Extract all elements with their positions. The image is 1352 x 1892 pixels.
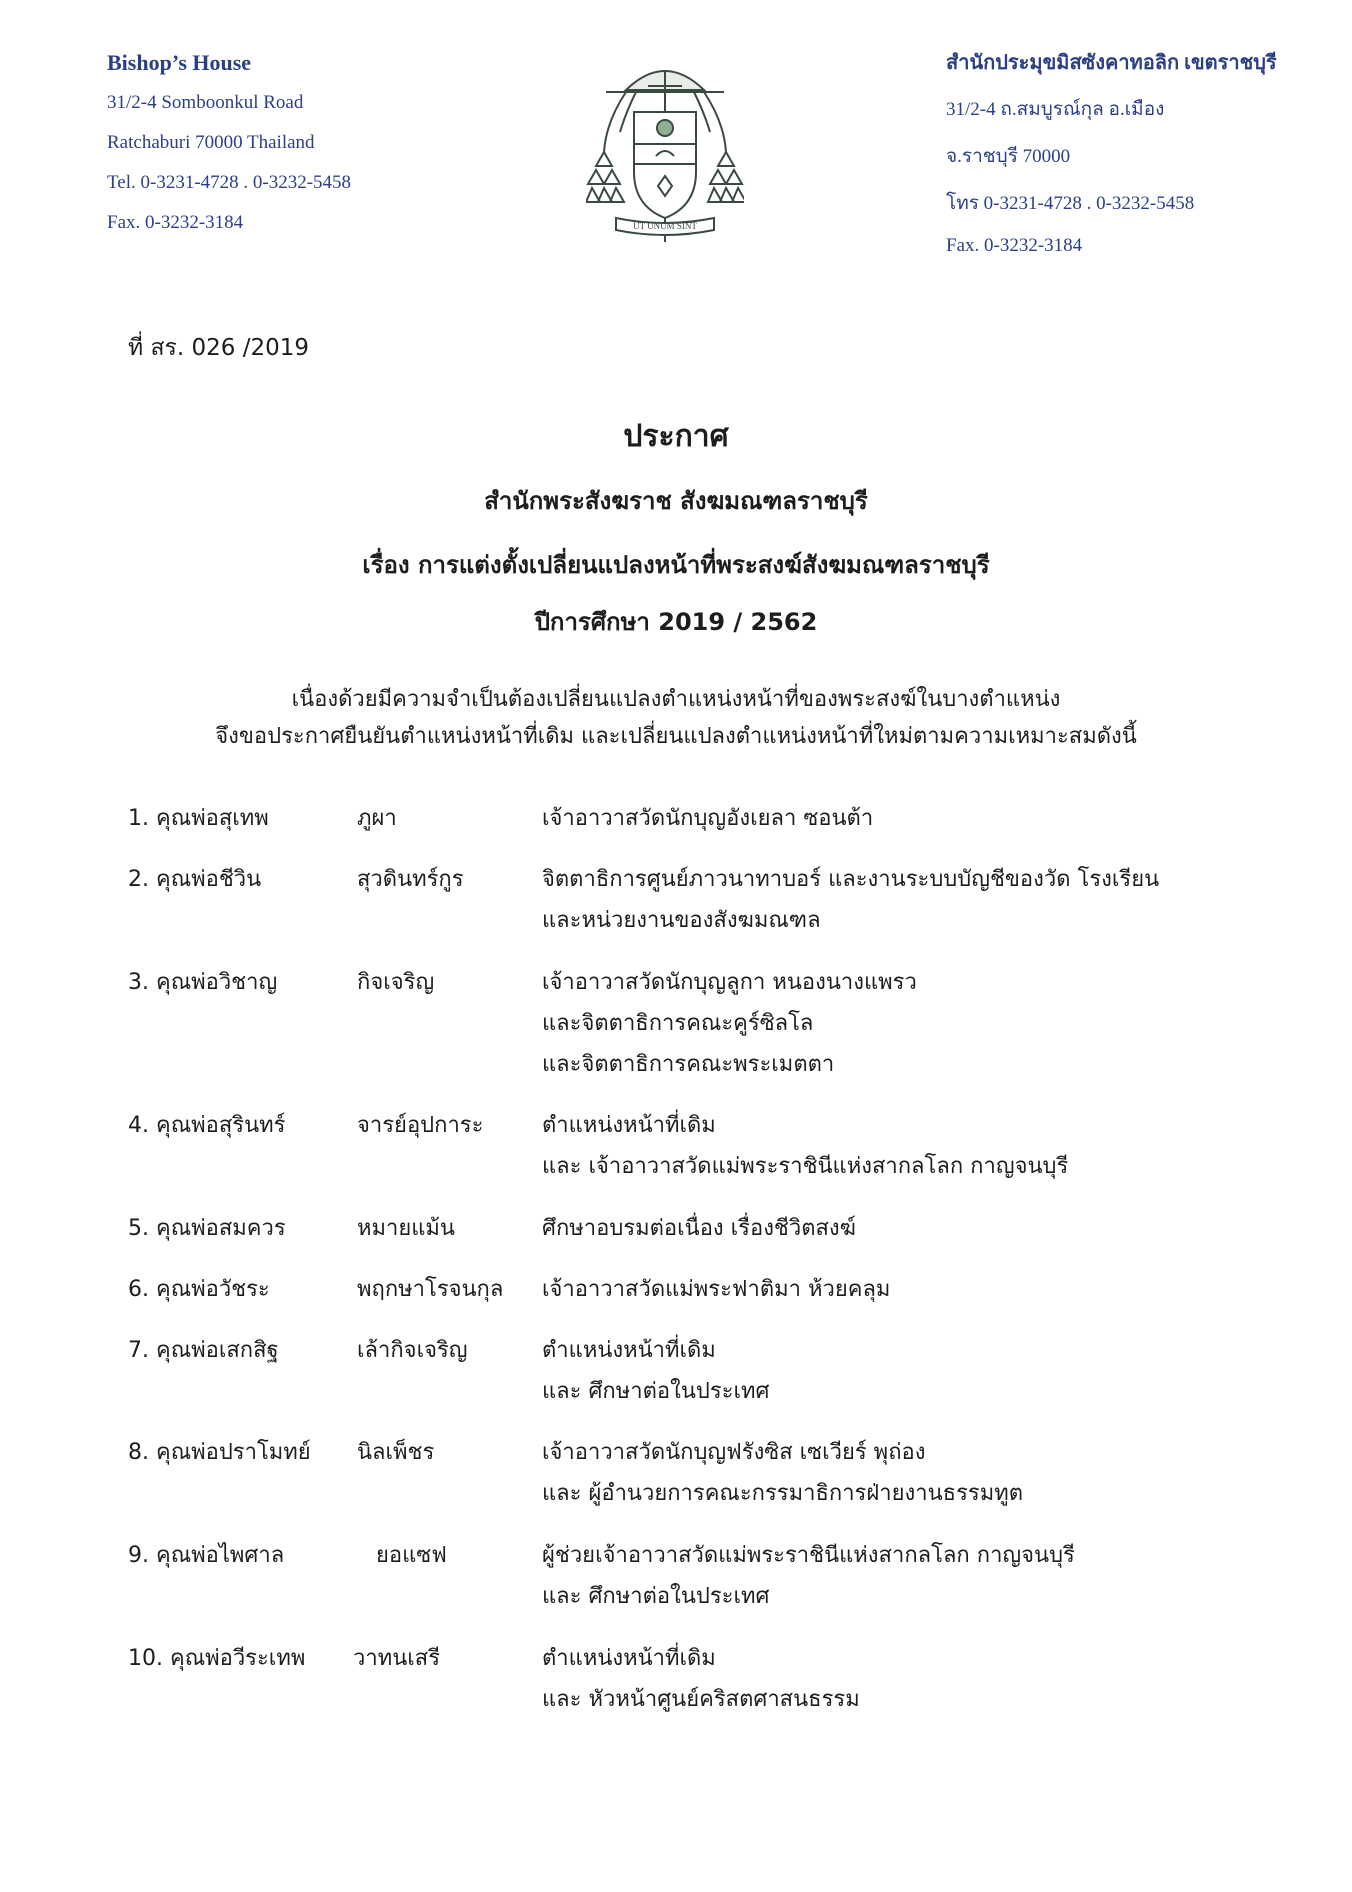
duty-line: และหน่วยงานของสังฆมณฑล <box>542 908 821 933</box>
duty-line: และ เจ้าอาวาสวัดแม่พระราชินีแห่งสากลโลก กาญจนบุรี <box>542 1154 1069 1179</box>
priest-surname: กิจเจริญ <box>357 970 435 995</box>
letterhead-right-address: 31/2-4 ถ.สมบูรณ์กุล อ.เมือง <box>946 99 1165 120</box>
duty-line: และ ศึกษาต่อในประเทศ <box>542 1584 770 1609</box>
priest-name: 9. คุณพ่อไพศาล <box>128 1543 285 1568</box>
duty-line: เจ้าอาวาสวัดนักบุญอังเยลา ซอนต้า <box>542 806 874 831</box>
letterhead-left-tel: Tel. 0-3231-4728 . 0-3232-5458 <box>107 172 352 193</box>
duty-line: ผู้ช่วยเจ้าอาวาสวัดแม่พระราชินีแห่งสากลโลก กาญจนบุรี <box>542 1543 1075 1568</box>
intro-line-2: จึงขอประกาศยืนยันตำแหน่งหน้าที่เดิม และเปลี่ยนแปลงตำแหน่งหน้าที่ใหม่ตามความเหมาะสมดังนี้ <box>215 724 1137 749</box>
priest-surname: สุวดินทร์กูร <box>357 867 464 892</box>
duty-line: ตำแหน่งหน้าที่เดิม <box>542 1338 716 1363</box>
priest-duties <box>542 861 1159 943</box>
priest-duties <box>542 964 917 1087</box>
priest-name: 6. คุณพ่อวัชระ <box>128 1277 270 1302</box>
letterhead-left-fax: Fax. 0-3232-3184 <box>107 212 244 233</box>
priest-duties <box>542 800 873 841</box>
letterhead-left-city: Ratchaburi 70000 Thailand <box>107 132 315 153</box>
duty-line: ตำแหน่งหน้าที่เดิม <box>542 1646 716 1671</box>
priest-name: 5. คุณพ่อสมควร <box>128 1216 286 1241</box>
priest-duties <box>542 1271 890 1312</box>
priest-duties <box>542 1332 769 1414</box>
priest-name: 4. คุณพ่อสุรินทร์ <box>128 1113 286 1138</box>
reference-number: ที่ สร. 026 /2019 <box>128 335 309 361</box>
letterhead-left <box>107 50 351 252</box>
letterhead-left-address: 31/2-4 Somboonkul Road <box>107 92 304 113</box>
letterhead-right-name: สำนักประมุขมิสซังคาทอลิก เขตราชบุรี <box>946 52 1277 74</box>
document-issuer: สำนักพระสังฆราช สังฆมณฑลราชบุรี <box>484 487 868 515</box>
duty-line: ตำแหน่งหน้าที่เดิม <box>542 1113 716 1138</box>
priest-name: 1. คุณพ่อสุเทพ <box>128 806 269 831</box>
duty-line: ศึกษาอบรมต่อเนื่อง เรื่องชีวิตสงฆ์ <box>542 1216 857 1241</box>
letterhead-right-tel: โทร 0-3231-4728 . 0-3232-5458 <box>946 193 1195 214</box>
letterhead-left-name: Bishop’s House <box>107 50 252 75</box>
crest-motto: UT UNUM SINT <box>633 221 697 231</box>
document-subject: เรื่อง การแต่งตั้งเปลี่ยนแปลงหน้าที่พระสงฆ์สังฆมณฑลราชบุรี <box>362 551 990 579</box>
priest-surname: หมายแม้น <box>357 1216 455 1241</box>
letterhead-right-fax: Fax. 0-3232-3184 <box>946 235 1083 256</box>
priest-name: 3. คุณพ่อวิชาญ <box>128 970 278 995</box>
priest-surname: วาทนเสรี <box>353 1646 441 1671</box>
duty-line: และจิตตาธิการคณะพระเมตตา <box>542 1052 835 1077</box>
letterhead-right-city: จ.ราชบุรี 70000 <box>946 146 1071 167</box>
priest-duties <box>542 1210 856 1251</box>
duty-line: เจ้าอาวาสวัดแม่พระฟาติมา ห้วยคลุม <box>542 1277 891 1302</box>
priest-surname: จารย์อุปการะ <box>357 1113 484 1138</box>
document-title: ประกาศ <box>623 419 729 454</box>
priest-surname: เล้ากิจเจริญ <box>357 1338 468 1363</box>
intro-line-1: เนื่องด้วยมีความจำเป็นต้องเปลี่ยนแปลงตำแหน่งหน้าที่ของพระสงฆ์ในบางตำแหน่ง <box>291 687 1061 712</box>
priest-duties <box>542 1640 860 1722</box>
priest-surname: พฤกษาโรจนกุล <box>357 1277 504 1302</box>
priest-name: 8. คุณพ่อปราโมทย์ <box>128 1440 311 1465</box>
document-year: ปีการศึกษา 2019 / 2562 <box>534 608 818 636</box>
priest-surname: ยอแซฟ <box>376 1543 447 1568</box>
priest-duties <box>542 1537 1075 1619</box>
bishop-crest-icon <box>586 52 744 248</box>
duty-line: และจิตตาธิการคณะคูร์ซิลโล <box>542 1011 814 1036</box>
priest-surname: ภูผา <box>357 806 397 831</box>
duty-line: เจ้าอาวาสวัดนักบุญลูกา หนองนางแพรว <box>542 970 917 995</box>
priest-surname: นิลเพ็ชร <box>357 1440 435 1465</box>
duty-line: เจ้าอาวาสวัดนักบุญฟรังซิส เซเวียร์ พุถ่อง <box>542 1440 926 1465</box>
priest-name: 2. คุณพ่อชีวิน <box>128 867 262 892</box>
priest-duties <box>542 1434 1023 1516</box>
letterhead-right <box>946 46 1277 274</box>
duty-line: และ หัวหน้าศูนย์คริสตศาสนธรรม <box>542 1687 860 1712</box>
priest-duties <box>542 1107 1068 1189</box>
duty-line: จิตตาธิการศูนย์ภาวนาทาบอร์ และงานระบบบัญชีของวัด โรงเรียน <box>542 867 1160 892</box>
priest-name: 10. คุณพ่อวีระเทพ <box>128 1646 306 1671</box>
duty-line: และ ศึกษาต่อในประเทศ <box>542 1379 770 1404</box>
priest-name: 7. คุณพ่อเสกสิฐ <box>128 1338 279 1363</box>
duty-line: และ ผู้อำนวยการคณะกรรมาธิการฝ่ายงานธรรมทูต <box>542 1481 1023 1506</box>
